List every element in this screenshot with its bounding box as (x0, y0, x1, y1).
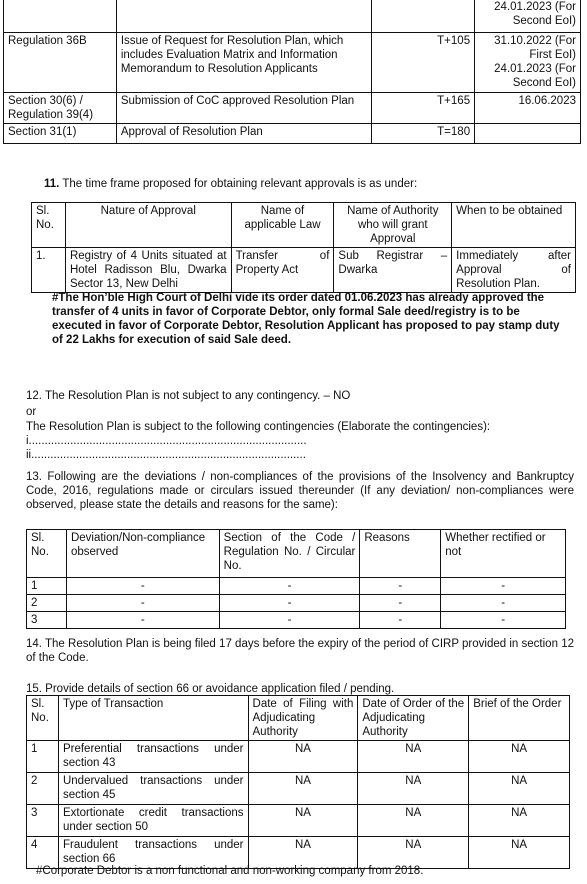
table-cell: NA (358, 741, 469, 773)
table-header-row (27, 696, 570, 741)
table-cell (116, 0, 371, 33)
table-cell: - (219, 595, 360, 612)
table-cell: NA (248, 805, 358, 837)
table-row (4, 124, 581, 144)
table-cell: NA (248, 741, 358, 773)
header-cell: Brief of the Order (469, 696, 570, 741)
table-cell: - (441, 612, 566, 629)
contingency-statement: 12. The Resolution Plan is not subject to any contingency. – NO (26, 390, 351, 402)
table-row (27, 595, 566, 612)
header-cell: Date of Filing with Adjudicating Authority (248, 696, 358, 741)
table-cell: NA (358, 773, 469, 805)
table-row (27, 578, 566, 595)
table-cell: Submission of CoC approved Resolution Plan (116, 93, 371, 124)
table-row (32, 248, 576, 293)
or-text: or (26, 406, 37, 418)
table-cell: NA (469, 773, 570, 805)
table-cell: 1. (32, 248, 66, 293)
table-cell: NA (248, 773, 358, 805)
table-cell: NA (358, 805, 469, 837)
table-cell: 1 (27, 741, 59, 773)
table-cell: - (219, 578, 360, 595)
contingency-alt-statement: The Resolution Plan is subject to the following contingencies (Elaborate the contingencies): (26, 421, 491, 433)
table-cell: - (441, 578, 566, 595)
table-cell: T+105 (372, 33, 475, 93)
timeline-table (3, 0, 581, 144)
table-row (4, 33, 581, 93)
table-cell: 1 (27, 578, 67, 595)
table-cell: 24.01.2023 (For Second EoI) (475, 0, 581, 33)
table-cell: Fraudulent transactions under section 66 (58, 837, 248, 869)
header-cell: Sl. No. (27, 530, 67, 578)
table-cell: Issue of Request for Resolution Plan, which includes Evaluation Matrix and Information Memorandum to Resolution Applicants (116, 33, 371, 93)
table-cell: - (360, 612, 441, 629)
table-cell: 2 (27, 595, 67, 612)
header-cell: Nature of Approval (65, 203, 231, 248)
header-cell: Name of applicable Law (231, 203, 334, 248)
table-cell: - (441, 595, 566, 612)
table-cell: Section 31(1) (4, 124, 117, 144)
table-cell: - (360, 578, 441, 595)
table-cell (4, 0, 117, 33)
table-cell: - (66, 612, 219, 629)
table-row (27, 741, 570, 773)
header-cell: Sl. No. (27, 696, 59, 741)
table-row (27, 773, 570, 805)
table-cell: - (360, 595, 441, 612)
header-cell: Deviation/Non-compliance observed (66, 530, 219, 578)
header-cell: When to be obtained (452, 203, 576, 248)
table-cell: T=180 (372, 124, 475, 144)
table-cell: 2 (27, 773, 59, 805)
contingency-line-i: i....................................................................................... (26, 435, 307, 447)
table-cell: 3 (27, 612, 67, 629)
deviations-table (26, 529, 566, 629)
header-cell: Date of Order of the Adjudicating Authority (358, 696, 469, 741)
header-cell: Sl. No. (32, 203, 66, 248)
table-cell: - (219, 612, 360, 629)
table-row (4, 93, 581, 124)
header-cell: Section of the Code / Regulation No. / Circular No. (219, 530, 360, 578)
table-cell: - (66, 595, 219, 612)
table-cell: NA (469, 837, 570, 869)
header-cell: Reasons (360, 530, 441, 578)
table-row (4, 0, 581, 33)
table-cell: 4 (27, 837, 59, 869)
approvals-table (31, 202, 576, 293)
table-cell: Approval of Resolution Plan (116, 124, 371, 144)
approval-note: #The Hon’ble High Court of Delhi vide its order dated 01.06.2023 has already approved the transfer of 4 units in favor of Corporate Debtor, only formal Sale deed/registry is to be executed in favor of Corporate Debtor, Resolution Applicant has proposed to pay stamp duty of 22 Lakhs for execution of said Sale deed. (52, 292, 560, 347)
table-cell: Regulation 36B (4, 33, 117, 93)
table-cell: Sub Registrar – Dwarka (334, 248, 452, 293)
section-14-text: 14. The Resolution Plan is being filed 17 days before the expiry of the period of CIRP provided in section 12 of the Code. (26, 638, 574, 665)
table-cell (372, 0, 475, 33)
contingency-line-ii: ii...................................................................................... (26, 449, 306, 461)
table-row (27, 805, 570, 837)
table-cell: NA (248, 837, 358, 869)
table-cell: 16.06.2023 (475, 93, 581, 124)
table-cell: 3 (27, 805, 59, 837)
table-cell: Immediately after Approval of Resolution Plan. (452, 248, 576, 293)
table-cell: Preferential transactions under section 43 (58, 741, 248, 773)
table-cell: NA (469, 805, 570, 837)
table-cell: NA (358, 837, 469, 869)
table-cell: Transfer of Property Act (231, 248, 334, 293)
header-cell: Name of Authority who will grant Approval (334, 203, 452, 248)
table-cell: Registry of 4 Units situated at Hotel Radisson Blu, Dwarka Sector 13, New Delhi (65, 248, 231, 293)
table-cell: T+165 (372, 93, 475, 124)
table-row (27, 612, 566, 629)
table-header-row (27, 530, 566, 578)
section-number: 11. (44, 178, 60, 190)
section-11-heading (44, 177, 564, 191)
corporate-debtor-note: #Corporate Debtor is a non functional and non-working company from 2018. (36, 865, 424, 877)
section-13-text: 13. Following are the deviations / non-compliances of the provisions of the Insolvency and Bankruptcy Code, 2016, regulations made or circulars issued thereunder (If any deviation/ non-compliances were observed, please state the details and reasons for the same): (26, 471, 574, 512)
section-text: The time frame proposed for obtaining relevant approvals is as under: (62, 178, 418, 190)
table-cell (475, 124, 581, 144)
table-cell: Extortionate credit transactions under section 50 (58, 805, 248, 837)
section-15-text: 15. Provide details of section 66 or avoidance application filed / pending. (26, 683, 395, 695)
table-header-row (32, 203, 576, 248)
header-cell: Whether rectified or not (441, 530, 566, 578)
avoidance-table (26, 695, 570, 869)
table-cell: Section 30(6) / Regulation 39(4) (4, 93, 117, 124)
header-cell: Type of Transaction (58, 696, 248, 741)
table-cell: 31.10.2022 (For First EoI) 24.01.2023 (For Second EoI) (475, 33, 581, 93)
table-cell: - (66, 578, 219, 595)
table-cell: Undervalued transactions under section 45 (58, 773, 248, 805)
table-cell: NA (469, 741, 570, 773)
